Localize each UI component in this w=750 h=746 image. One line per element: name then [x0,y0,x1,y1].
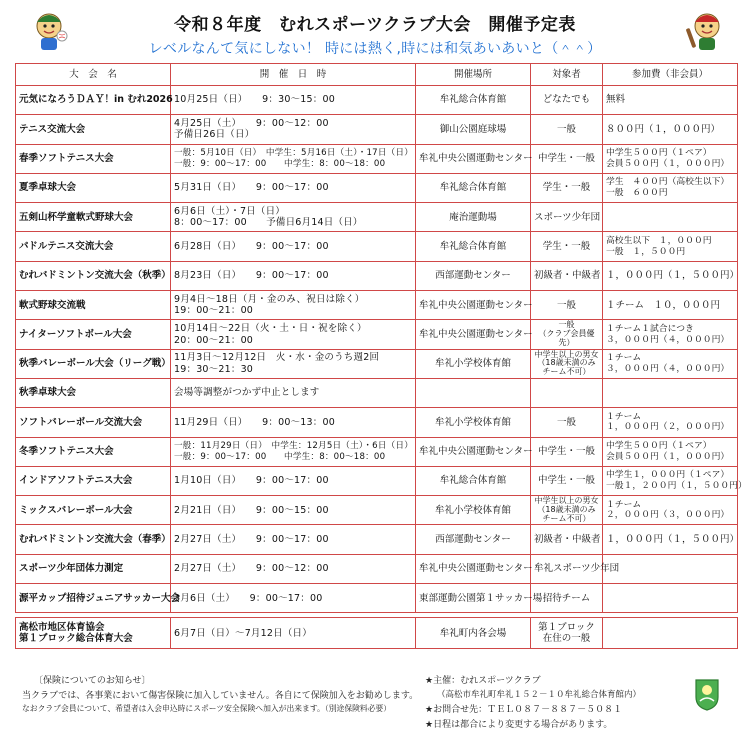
event-name [16,261,171,290]
event-name-text: 源平カップ招待ジュニアサッカー大会 [19,592,181,604]
club-emblem-icon [694,677,720,711]
page-subtitle: レベルなんて気にしない！ 時には熱く,時には和気あいあいと（＾＾） [148,41,602,57]
page-title: 令和８年度 むれスポーツクラブ大会 開催予定表 [174,15,576,35]
event-fee-line: 会員５００円（１，０００円） [606,158,730,169]
association-name-line: 第１ブロック総合体育大会 [19,633,133,645]
event-target-line: 初級者・中級者 [534,533,601,545]
event-name-text: 五剣山杯学童軟式野球大会 [19,211,134,223]
event-date [171,86,416,115]
event-date-line: 8月23日（日） 9：00～17：00 [174,270,329,282]
event-date-line: 19：00～21：00 [174,305,254,317]
event-date [171,525,416,554]
event-fee [603,291,738,320]
event-venue [416,261,531,290]
event-date-line: 9月4日～18日（月・金のみ、祝日は除く） [174,293,365,305]
event-target [531,525,603,554]
event-target [531,115,603,144]
event-fee [603,437,738,466]
event-fee-line: 一般１，２００円（１，５００円） [606,481,747,491]
event-target [531,144,603,173]
event-name [16,173,171,202]
table-row [16,115,738,144]
event-fee-line: 中学生５００円（１ペア） [606,441,712,452]
event-target [531,554,620,583]
event-date-line: 1月10日（日） 9：00～17：00 [174,475,329,487]
event-date [171,232,416,261]
association-target-line: 第１ブロック [538,621,595,633]
event-name-text: 元気になろうＤＡＹ！in むれ2026 [19,94,173,106]
event-fee-line: 中学生１，０００円（１ペア） [606,470,730,481]
notes-line: 当クラブでは、各事業において傷害保険に加入していません。各自にて保険加入をお勧めします。 [22,691,419,701]
association-venue: 牟礼町内各会場 [416,618,531,649]
event-fee-line: １，０００円（２，０００円） [606,422,730,433]
event-name [16,378,171,407]
event-target-line: （クラブ会員優 [538,329,595,339]
event-name-text: 軟式野球交流戦 [19,299,86,311]
event-fee-line: １チーム１試合につき [606,323,694,334]
event-target [531,291,603,320]
event-date-line: 一般：11月29日（日） 中学生：12月5日（土）・6日（日） [174,441,413,452]
address-text: （高松市牟礼町牟礼１５２－１０牟礼総合体育館内） [437,690,642,700]
event-target [531,378,603,407]
event-fee [603,349,738,378]
event-date-line: 予備日26日（日） [174,129,255,141]
event-name [16,144,171,173]
notes-line: なおクラブ会員について、希望者は入会申込時にスポーツ安全保険へ加入が出来ます。（別途保険料必要） [22,704,392,713]
event-target [531,466,603,495]
event-name-text: 秋季卓球大会 [19,387,77,399]
event-date-line: 2月21日（日） 9：00～15：00 [174,504,329,516]
event-name-text: 春季ソフトテニス大会 [19,153,114,165]
event-fee-line: １チーム １０，０００円 [606,299,721,311]
event-venue [416,466,531,495]
column-header-date: 開 催 日 時 [171,64,416,86]
event-date [171,466,416,495]
event-venue-line: 牟礼総合体育館 [439,182,507,194]
table-row [16,173,738,202]
event-fee-line: ３，０００円（４，０００円） [606,334,730,345]
event-date [171,584,416,613]
phone-text: ★お問合せ先：ＴＥＬ０８７－８８７－５０８１ [425,705,623,715]
event-date-line: 11月29日（日） 9：00～13：00 [174,416,335,428]
event-fee-line: 学生 ４００円（高校生以下） [606,177,730,188]
table-row [16,554,738,583]
event-target-line: どなたでも [542,94,591,106]
event-date [171,320,416,349]
event-name [16,86,171,115]
event-name [16,291,171,320]
event-date-line: 10月14日～22日（火・土・日・祝を除く） [174,323,367,335]
event-venue [416,232,531,261]
table-row [16,408,738,437]
event-fee-line: １，０００円（１，５００円） [606,533,740,545]
event-venue [416,408,531,437]
table-row [16,261,738,290]
event-target-line: 一般 [556,123,576,135]
mascot-icon [686,8,728,54]
table-row [16,232,738,261]
event-fee [603,232,738,261]
event-fee-line: １，０００円（１，５００円） [606,270,740,282]
event-date [171,144,416,173]
event-date [171,349,416,378]
event-target [531,408,603,437]
event-date-line: 3月6日（土） 9：00～17：00 [174,592,323,604]
event-date-line: 一般：9：00～17：00 中学生：8：00～18：00 [174,451,386,462]
event-target [531,349,603,378]
table-row [16,584,738,613]
event-target-line: チーム不可） [542,367,591,377]
event-fee [603,173,738,202]
event-fee [603,203,738,232]
event-target-line: 牟礼スポーツ少年団 [534,563,620,575]
event-target-line: 学生・一般 [542,182,591,194]
event-target-line: 中学生・一般 [537,446,595,458]
event-venue-line: 牟礼総合体育館 [439,475,507,487]
event-venue-line: 牟礼総合体育館 [439,240,507,252]
event-venue [416,437,531,466]
event-fee [603,466,747,495]
table-row [16,320,738,349]
event-venue-line: 御山公園庭球場 [439,123,507,135]
association-row [16,618,738,649]
insurance-notes [22,673,442,716]
event-venue [416,554,531,583]
event-date [171,291,416,320]
event-venue [416,203,531,232]
event-fee [603,144,738,173]
event-fee-line: ３，０００円（４，０００円） [606,363,730,374]
event-target-line: 先） [558,337,575,347]
association-name [16,618,171,649]
contact-info [425,673,685,732]
event-target-line: 中学生・一般 [537,475,595,487]
event-name [16,349,171,378]
table-row [16,291,738,320]
event-fee-line: 会員５００円（１，０００円） [606,451,730,462]
schedule-table-container [15,63,747,649]
event-name-text: むれバドミントン交流大会（春季） [19,533,171,545]
event-name-text: ミックスバレーボール大会 [19,504,133,516]
event-rows [16,86,747,613]
event-name [16,554,171,583]
column-header-name: 大 会 名 [16,64,171,86]
event-target-line: チーム不可） [542,513,591,523]
association-section [16,613,738,649]
event-name-text: スポーツ少年団体力測定 [19,563,124,575]
event-date-line: 6月6日（土）・7日（日） [174,205,285,217]
event-target-line: 中学生以上の男女 [534,496,599,506]
event-name-text: インドアソフトテニス大会 [19,475,133,487]
event-fee-line: 中学生５００円（１ペア） [606,148,712,159]
event-name-text: むれバドミントン交流大会（秋季） [19,270,171,282]
event-date [171,496,416,525]
event-fee [603,496,738,525]
event-target [531,437,603,466]
event-name [16,203,171,232]
event-date-line: 一般：5月10日（日） 中学生：5月16日（土）・17日（日） [174,148,413,159]
event-date-line: 11月3日～12月12日 火・水・金のうち週2回 [174,352,380,364]
event-fee-line: １チーム [606,353,642,364]
event-date [171,115,416,144]
event-fee [603,115,738,144]
table-row [16,144,738,173]
event-venue [416,144,531,173]
event-target-line: スポーツ少年団 [534,211,601,223]
table-row [16,86,738,115]
event-venue-line: 庵治運動場 [449,211,497,223]
event-name-text: テニス交流大会 [19,123,86,135]
event-fee [603,554,738,583]
event-venue-line: 牟礼小学校体育館 [434,416,511,428]
event-venue [416,584,543,613]
event-venue-line: 牟礼中央公園運動センター [419,563,533,575]
event-date-line: 2月27日（土） 9：00～17：00 [174,533,329,545]
event-venue-line: 牟礼小学校体育館 [434,504,511,516]
event-date-line: 2月27日（土） 9：00～12：00 [174,563,329,575]
event-date [171,378,416,407]
event-venue [416,115,531,144]
event-venue-line: 西部運動センター [435,533,511,545]
event-date [171,173,416,202]
table-header-row [16,64,738,86]
event-fee-line: 一般 １，５００円 [606,246,686,257]
event-target [531,261,603,290]
event-name-text: 冬季ソフトテニス大会 [19,446,114,458]
event-name [16,525,171,554]
event-fee [603,320,738,349]
event-venue [416,496,531,525]
event-fee-line: 一般 ６００円 [606,188,668,199]
event-date [171,554,416,583]
event-fee-line: １チーム [606,499,642,510]
event-fee-line: 無料 [606,94,626,106]
event-name [16,496,171,525]
association-name-line: 高松市地区体育協会 [19,621,105,633]
event-date-line: 8：00～17：00 予備日6月14日（日） [174,217,363,229]
event-target [531,232,603,261]
event-venue [416,378,531,407]
event-venue-line: 牟礼中央公園運動センター [419,299,533,311]
table-row [16,525,738,554]
event-fee [603,584,738,613]
event-fee-line: ２，０００円（３，０００円） [606,510,730,521]
event-target-line: 一般 [556,416,576,428]
event-date [171,203,416,232]
event-target [531,173,603,202]
event-target-line: （18歳未満のみ [537,504,596,514]
table-row [16,496,738,525]
event-name-text: 秋季バレーボール大会（リーグ戦） [19,358,171,370]
event-venue [416,349,531,378]
event-target-line: （18歳未満のみ [537,358,596,368]
event-name-text: ナイターソフトボール大会 [19,328,132,340]
event-name-text: 夏季卓球大会 [19,182,77,194]
event-fee [603,525,738,554]
event-target [531,320,603,349]
event-target-line: 中学生以上の男女 [534,349,599,359]
event-name [16,115,171,144]
event-venue [416,320,531,349]
schedule-change-notice: ★日程は都合により変更する場合があります。 [425,720,613,730]
event-fee [603,86,738,115]
event-name [16,437,171,466]
table-row [16,437,738,466]
event-venue [416,525,531,554]
event-venue-line: 牟礼小学校体育館 [434,358,511,370]
event-fee [603,408,738,437]
event-venue-line: 西部運動センター [435,270,511,282]
event-date [171,437,416,466]
event-target-line: 招待チーム [542,592,591,604]
notes-heading: 〔保険についてのお知らせ〕 [34,676,151,686]
event-name [16,408,171,437]
event-venue [416,173,531,202]
event-venue-line: 牟礼中央公園運動センター [419,153,533,165]
event-venue-line: 東部運動公園第１サッカー場 [419,592,543,604]
event-name [16,232,171,261]
event-fee [603,378,738,407]
table-row [16,349,738,378]
event-name [16,320,171,349]
event-venue [416,291,531,320]
table-row [16,466,738,495]
event-name-text: パドルテニス交流大会 [19,240,114,252]
event-venue-line: 牟礼中央公園運動センター [419,446,533,458]
event-venue-line: 牟礼中央公園運動センター [419,328,533,340]
event-date-line: 4月25日（土） 9：00～12：00 [174,118,329,130]
column-header-fee: 参加費（非会員） [603,64,738,86]
association-fee [603,618,738,649]
table-row [16,203,738,232]
event-target [531,86,603,115]
event-fee-line: ８００円（１，０００円） [606,123,721,135]
event-date [171,408,416,437]
association-target-line: 在住の一般 [542,633,591,645]
column-header-venue: 開催場所 [416,64,531,86]
event-date-line: 10月25日（日） 9：30～15：00 [174,94,335,106]
event-name-text: ソフトバレーボール交流大会 [19,416,143,428]
mascot-icon [28,8,70,54]
event-fee-line: １チーム [606,411,642,422]
event-date-line: 一般：9：00～17：00 中学生：8：00～18：00 [174,158,386,169]
event-venue [416,86,531,115]
event-target-line: 一般 [558,320,575,330]
organizer-text: ★主催：むれスポーツクラブ [425,676,541,686]
event-name [16,584,181,613]
event-target-line: 学生・一般 [542,240,591,252]
event-target-line: 中学生・一般 [537,153,595,165]
event-name [16,466,171,495]
event-date-line: 6月28日（日） 9：00～17：00 [174,240,329,252]
event-fee [603,261,738,290]
column-header-target: 対象者 [531,64,603,86]
event-target-line: 初級者・中級者 [534,270,601,282]
event-target [531,496,603,525]
association-target [531,618,603,649]
association-date: 6月7日（日）～7月12日（日） [171,618,416,649]
event-date [171,261,416,290]
schedule-table [15,63,747,649]
event-fee-line: 高校生以下 １，０００円 [606,236,712,247]
event-date-line: 5月31日（日） 9：00～17：00 [174,182,329,194]
event-target-line: 一般 [556,299,576,311]
event-date-line: 20：00～21：00 [174,334,254,346]
event-target [531,203,603,232]
event-date-line: 会場等調整がつかず中止とします [174,387,320,399]
table-row [16,378,738,407]
event-date-line: 19：30～21：30 [174,363,254,375]
event-venue-line: 牟礼総合体育館 [439,94,507,106]
